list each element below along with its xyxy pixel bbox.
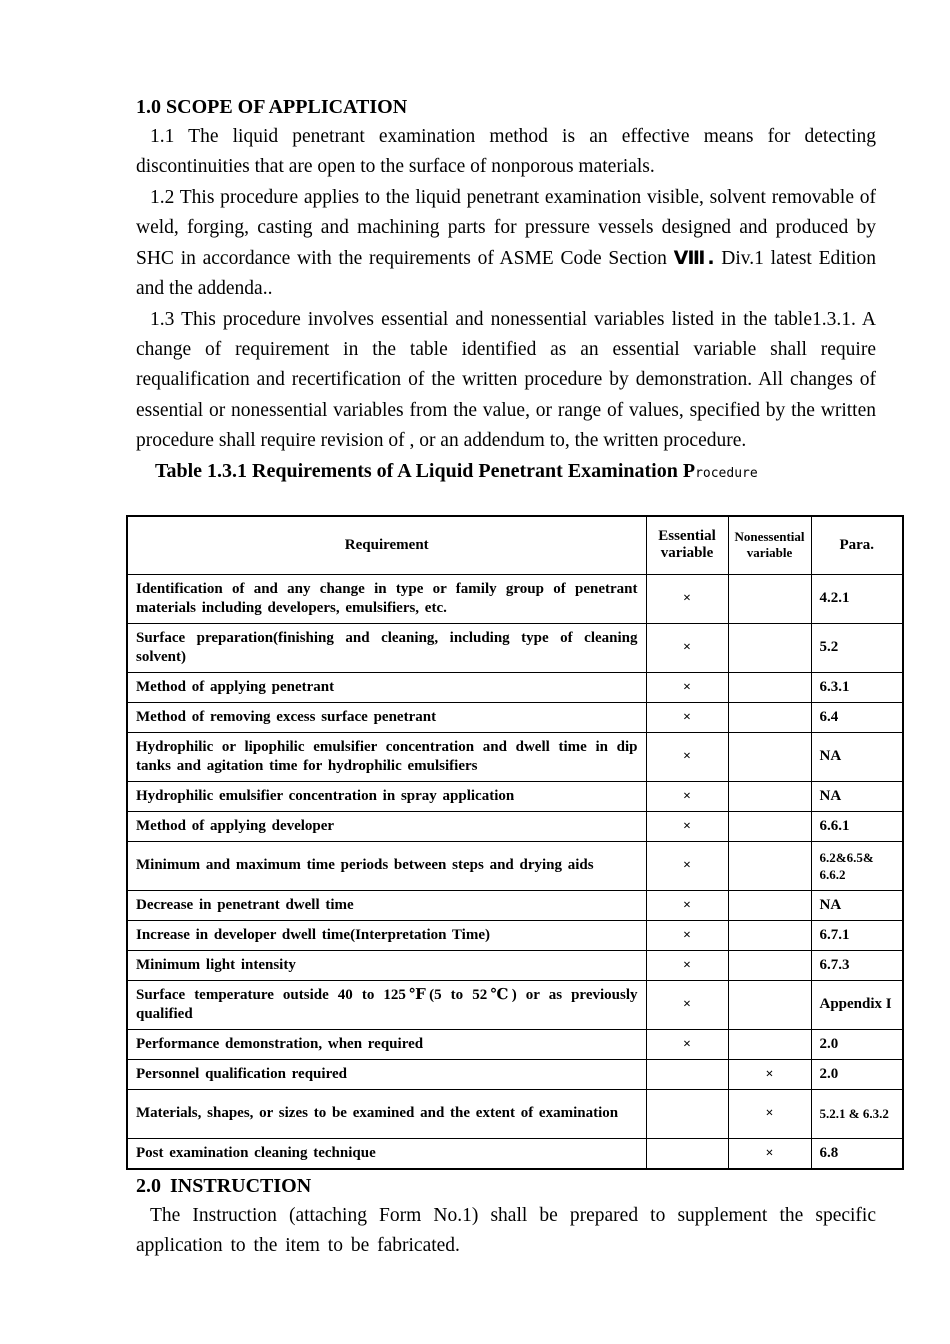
table-row bbox=[127, 980, 903, 1029]
paragraph-1-1: 1.1 The liquid penetrant examination method is an effective means for detecting discontinuities that are open to the surface of nonporous materials. bbox=[136, 126, 876, 178]
table-row bbox=[127, 811, 903, 841]
essential-cell: × bbox=[646, 1029, 728, 1059]
instruction-section bbox=[136, 1171, 876, 1262]
nonessential-cell bbox=[728, 1029, 811, 1059]
paragraph-1-2-tail: Div.1 latest Edition and the addenda.. bbox=[136, 248, 876, 300]
requirement-cell: Surface temperature outside 40 to 125℉(5 to 52℃) or as previously qualified bbox=[127, 980, 646, 1029]
essential-cell: × bbox=[646, 920, 728, 950]
nonessential-cell: × bbox=[728, 1138, 811, 1169]
essential-cell bbox=[646, 1089, 728, 1138]
table-row bbox=[127, 672, 903, 702]
para-cell: NA bbox=[811, 732, 903, 781]
essential-cell: × bbox=[646, 732, 728, 781]
essential-cell: × bbox=[646, 980, 728, 1029]
requirement-cell: Method of removing excess surface penetrant bbox=[127, 702, 646, 732]
nonessential-cell bbox=[728, 950, 811, 980]
paragraph-1-2-text: 1.2 This procedure applies to the liquid penetrant examination visible, solvent removable of weld, forging, casting and machining parts for pressure vessels designed and produced by SHC in accordance with the requirements of ASME Code Section bbox=[136, 186, 876, 270]
requirement-cell: Method of applying developer bbox=[127, 811, 646, 841]
table-row bbox=[127, 1138, 903, 1169]
essential-cell: × bbox=[646, 672, 728, 702]
requirement-cell: Materials, shapes, or sizes to be examined and the extent of examination bbox=[127, 1089, 646, 1138]
paragraph-1-3: 1.3 This procedure involves essential and nonessential variables listed in the table1.3.1. A change of requirement in the table identified as an essential variable shall require requalification and recertification of the written procedure by demonstration. All changes of essential or nonessential variables from the value, or range of values, specified by the written procedure shall require revision of , or an addendum to, the written procedure. bbox=[136, 308, 876, 451]
para-cell: NA bbox=[811, 781, 903, 811]
essential-cell bbox=[646, 1138, 728, 1169]
essential-cell: × bbox=[646, 890, 728, 920]
section-2-heading: 2.0 INSTRUCTION bbox=[136, 1175, 312, 1197]
nonessential-cell bbox=[728, 732, 811, 781]
essential-cell bbox=[646, 1059, 728, 1089]
requirement-cell: Decrease in penetrant dwell time bbox=[127, 890, 646, 920]
para-cell: Appendix I bbox=[811, 980, 903, 1029]
essential-cell: × bbox=[646, 623, 728, 672]
table-title-tail: rocedure bbox=[695, 466, 758, 482]
table-row bbox=[127, 890, 903, 920]
table-row bbox=[127, 574, 903, 623]
table-row bbox=[127, 1089, 903, 1138]
table-row bbox=[127, 920, 903, 950]
para-cell: 6.7.3 bbox=[811, 950, 903, 980]
nonessential-cell bbox=[728, 890, 811, 920]
requirement-cell: Identification of and any change in type or family group of penetrant materials including developers, emulsifiers, etc. bbox=[127, 574, 646, 623]
table-row bbox=[127, 841, 903, 890]
table-row bbox=[127, 781, 903, 811]
para-cell: 6.6.1 bbox=[811, 811, 903, 841]
requirements-table bbox=[126, 515, 904, 1170]
nonessential-cell bbox=[728, 841, 811, 890]
table-row bbox=[127, 732, 903, 781]
essential-cell: × bbox=[646, 841, 728, 890]
essential-cell: × bbox=[646, 574, 728, 623]
para-cell: 4.2.1 bbox=[811, 574, 903, 623]
para-cell: 6.2&6.5& 6.6.2 bbox=[811, 841, 903, 890]
table-body bbox=[127, 574, 903, 1169]
requirement-cell: Increase in developer dwell time(Interpretation Time) bbox=[127, 920, 646, 950]
paragraph-1-2 bbox=[136, 183, 876, 305]
requirement-cell: Hydrophilic emulsifier concentration in spray application bbox=[127, 781, 646, 811]
nonessential-cell bbox=[728, 811, 811, 841]
essential-cell: × bbox=[646, 950, 728, 980]
requirement-cell: Performance demonstration, when required bbox=[127, 1029, 646, 1059]
table-title-main: Table 1.3.1 Requirements of A Liquid Penetrant Examination P bbox=[155, 460, 696, 483]
essential-cell: × bbox=[646, 702, 728, 732]
table-title bbox=[155, 456, 876, 489]
header-para: Para. bbox=[811, 516, 903, 574]
nonessential-cell: × bbox=[728, 1089, 811, 1138]
header-nonessential: Nonessential variable bbox=[728, 516, 811, 574]
para-cell: NA bbox=[811, 890, 903, 920]
para-cell: 6.3.1 bbox=[811, 672, 903, 702]
nonessential-cell bbox=[728, 672, 811, 702]
essential-cell: × bbox=[646, 781, 728, 811]
table-row bbox=[127, 1029, 903, 1059]
para-cell: 6.8 bbox=[811, 1138, 903, 1169]
requirement-cell: Minimum and maximum time periods between steps and drying aids bbox=[127, 841, 646, 890]
nonessential-cell bbox=[728, 980, 811, 1029]
requirement-cell: Hydrophilic or lipophilic emulsifier concentration and dwell time in dip tanks and agitation time for hydrophilic emulsifiers bbox=[127, 732, 646, 781]
header-requirement: Requirement bbox=[127, 516, 646, 574]
para-cell: 2.0 bbox=[811, 1029, 903, 1059]
table-row bbox=[127, 702, 903, 732]
nonessential-cell: × bbox=[728, 1059, 811, 1089]
nonessential-cell bbox=[728, 781, 811, 811]
nonessential-cell bbox=[728, 574, 811, 623]
para-cell: 6.4 bbox=[811, 702, 903, 732]
table-header-row bbox=[127, 516, 903, 574]
para-cell: 5.2.1 & 6.3.2 bbox=[811, 1089, 903, 1138]
nonessential-cell bbox=[728, 920, 811, 950]
para-cell: 6.7.1 bbox=[811, 920, 903, 950]
essential-cell: × bbox=[646, 811, 728, 841]
section-1-heading: 1.0 SCOPE OF APPLICATION bbox=[136, 96, 408, 118]
para-cell: 2.0 bbox=[811, 1059, 903, 1089]
table-row bbox=[127, 1059, 903, 1089]
header-essential: Essential variable bbox=[646, 516, 728, 574]
table-row bbox=[127, 950, 903, 980]
requirement-cell: Minimum light intensity bbox=[127, 950, 646, 980]
para-cell: 5.2 bbox=[811, 623, 903, 672]
requirement-cell: Personnel qualification required bbox=[127, 1059, 646, 1089]
requirement-cell: Post examination cleaning technique bbox=[127, 1138, 646, 1169]
roman-numeral-viii: Ⅷ. bbox=[673, 247, 715, 270]
requirement-cell: Surface preparation(finishing and cleaning, including type of cleaning solvent) bbox=[127, 623, 646, 672]
table-row bbox=[127, 623, 903, 672]
requirement-cell: Method of applying penetrant bbox=[127, 672, 646, 702]
nonessential-cell bbox=[728, 623, 811, 672]
scope-section bbox=[136, 92, 876, 489]
paragraph-2: The Instruction (attaching Form No.1) shall be prepared to supplement the specific application to the item to be fabricated. bbox=[136, 1205, 876, 1257]
nonessential-cell bbox=[728, 702, 811, 732]
